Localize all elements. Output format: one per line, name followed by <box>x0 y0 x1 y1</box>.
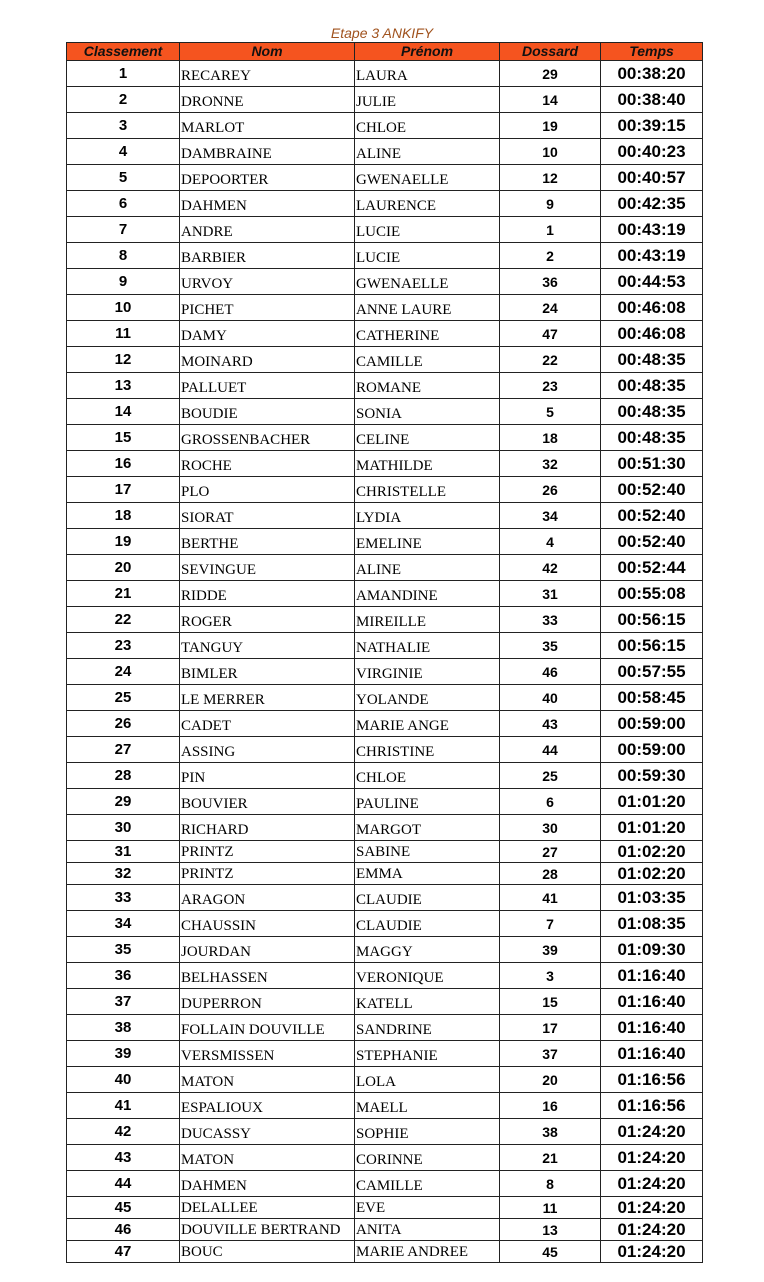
dossard-cell: 17 <box>500 1015 601 1041</box>
nom-cell: BOUDIE <box>180 399 355 425</box>
nom-cell: MOINARD <box>180 347 355 373</box>
rank-cell: 33 <box>67 885 180 911</box>
table-row <box>67 399 703 425</box>
rank-cell: 31 <box>67 841 180 863</box>
temps-cell: 00:48:35 <box>601 347 703 373</box>
prenom-cell: CAMILLE <box>355 1171 500 1197</box>
temps-cell: 01:16:56 <box>601 1093 703 1119</box>
temps-cell: 00:57:55 <box>601 659 703 685</box>
table-row <box>67 685 703 711</box>
nom-cell: LE MERRER <box>180 685 355 711</box>
temps-cell: 00:48:35 <box>601 373 703 399</box>
header-prenom: Prénom <box>355 43 500 61</box>
temps-cell: 00:52:40 <box>601 477 703 503</box>
prenom-cell: LUCIE <box>355 243 500 269</box>
rank-cell: 40 <box>67 1067 180 1093</box>
table-body <box>67 61 703 1263</box>
rank-cell: 25 <box>67 685 180 711</box>
table-row <box>67 243 703 269</box>
rank-cell: 38 <box>67 1015 180 1041</box>
rank-cell: 17 <box>67 477 180 503</box>
header-temps: Temps <box>601 43 703 61</box>
temps-cell: 01:01:20 <box>601 815 703 841</box>
temps-cell: 00:52:40 <box>601 503 703 529</box>
nom-cell: DAMBRAINE <box>180 139 355 165</box>
rank-cell: 39 <box>67 1041 180 1067</box>
table-row <box>67 633 703 659</box>
nom-cell: ARAGON <box>180 885 355 911</box>
table-row <box>67 659 703 685</box>
temps-cell: 01:08:35 <box>601 911 703 937</box>
prenom-cell: GWENAELLE <box>355 269 500 295</box>
dossard-cell: 20 <box>500 1067 601 1093</box>
rank-cell: 41 <box>67 1093 180 1119</box>
prenom-cell: ANITA <box>355 1219 500 1241</box>
nom-cell: GROSSENBACHER <box>180 425 355 451</box>
temps-cell: 01:24:20 <box>601 1219 703 1241</box>
nom-cell: CADET <box>180 711 355 737</box>
dossard-cell: 13 <box>500 1219 601 1241</box>
header-dossard: Dossard <box>500 43 601 61</box>
rank-cell: 10 <box>67 295 180 321</box>
rank-cell: 19 <box>67 529 180 555</box>
nom-cell: ANDRE <box>180 217 355 243</box>
table-row <box>67 269 703 295</box>
nom-cell: PICHET <box>180 295 355 321</box>
rank-cell: 27 <box>67 737 180 763</box>
table-row <box>67 737 703 763</box>
table-row <box>67 841 703 863</box>
temps-cell: 01:24:20 <box>601 1241 703 1263</box>
dossard-cell: 40 <box>500 685 601 711</box>
temps-cell: 00:46:08 <box>601 295 703 321</box>
nom-cell: SIORAT <box>180 503 355 529</box>
dossard-cell: 2 <box>500 243 601 269</box>
nom-cell: BOUC <box>180 1241 355 1263</box>
rank-cell: 23 <box>67 633 180 659</box>
dossard-cell: 33 <box>500 607 601 633</box>
nom-cell: PIN <box>180 763 355 789</box>
prenom-cell: MARIE ANGE <box>355 711 500 737</box>
results-table <box>66 42 703 1263</box>
table-row <box>67 789 703 815</box>
table-row <box>67 711 703 737</box>
table-row <box>67 295 703 321</box>
dossard-cell: 47 <box>500 321 601 347</box>
prenom-cell: CHLOE <box>355 113 500 139</box>
dossard-cell: 45 <box>500 1241 601 1263</box>
temps-cell: 00:52:44 <box>601 555 703 581</box>
nom-cell: DUCASSY <box>180 1119 355 1145</box>
dossard-cell: 18 <box>500 425 601 451</box>
rank-cell: 14 <box>67 399 180 425</box>
nom-cell: DUPERRON <box>180 989 355 1015</box>
prenom-cell: SOPHIE <box>355 1119 500 1145</box>
temps-cell: 01:16:40 <box>601 1041 703 1067</box>
rank-cell: 5 <box>67 165 180 191</box>
dossard-cell: 10 <box>500 139 601 165</box>
header-row <box>67 43 703 61</box>
rank-cell: 7 <box>67 217 180 243</box>
dossard-cell: 27 <box>500 841 601 863</box>
rank-cell: 34 <box>67 911 180 937</box>
temps-cell: 00:51:30 <box>601 451 703 477</box>
dossard-cell: 3 <box>500 963 601 989</box>
rank-cell: 8 <box>67 243 180 269</box>
table-row <box>67 989 703 1015</box>
temps-cell: 00:44:53 <box>601 269 703 295</box>
dossard-cell: 6 <box>500 789 601 815</box>
prenom-cell: EMELINE <box>355 529 500 555</box>
rank-cell: 15 <box>67 425 180 451</box>
dossard-cell: 23 <box>500 373 601 399</box>
prenom-cell: MAELL <box>355 1093 500 1119</box>
nom-cell: JOURDAN <box>180 937 355 963</box>
nom-cell: ROCHE <box>180 451 355 477</box>
dossard-cell: 43 <box>500 711 601 737</box>
prenom-cell: ALINE <box>355 139 500 165</box>
table-row <box>67 139 703 165</box>
dossard-cell: 38 <box>500 1119 601 1145</box>
dossard-cell: 16 <box>500 1093 601 1119</box>
temps-cell: 01:09:30 <box>601 937 703 963</box>
table-row <box>67 373 703 399</box>
temps-cell: 00:46:08 <box>601 321 703 347</box>
nom-cell: PLO <box>180 477 355 503</box>
temps-cell: 00:52:40 <box>601 529 703 555</box>
rank-cell: 20 <box>67 555 180 581</box>
nom-cell: FOLLAIN DOUVILLE <box>180 1015 355 1041</box>
dossard-cell: 29 <box>500 61 601 87</box>
rank-cell: 30 <box>67 815 180 841</box>
prenom-cell: CLAUDIE <box>355 885 500 911</box>
table-row <box>67 1171 703 1197</box>
table-row <box>67 321 703 347</box>
rank-cell: 28 <box>67 763 180 789</box>
prenom-cell: ROMANE <box>355 373 500 399</box>
temps-cell: 01:02:20 <box>601 863 703 885</box>
temps-cell: 01:16:40 <box>601 1015 703 1041</box>
rank-cell: 32 <box>67 863 180 885</box>
dossard-cell: 46 <box>500 659 601 685</box>
dossard-cell: 25 <box>500 763 601 789</box>
prenom-cell: NATHALIE <box>355 633 500 659</box>
prenom-cell: MARIE ANDREE <box>355 1241 500 1263</box>
dossard-cell: 24 <box>500 295 601 321</box>
prenom-cell: YOLANDE <box>355 685 500 711</box>
rank-cell: 46 <box>67 1219 180 1241</box>
rank-cell: 47 <box>67 1241 180 1263</box>
table-row <box>67 1241 703 1263</box>
dossard-cell: 22 <box>500 347 601 373</box>
nom-cell: ASSING <box>180 737 355 763</box>
prenom-cell: JULIE <box>355 87 500 113</box>
table-row <box>67 113 703 139</box>
temps-cell: 01:01:20 <box>601 789 703 815</box>
prenom-cell: CHLOE <box>355 763 500 789</box>
table-row <box>67 217 703 243</box>
temps-cell: 01:16:40 <box>601 989 703 1015</box>
nom-cell: DEPOORTER <box>180 165 355 191</box>
dossard-cell: 1 <box>500 217 601 243</box>
temps-cell: 00:56:15 <box>601 607 703 633</box>
table-row <box>67 1041 703 1067</box>
prenom-cell: CELINE <box>355 425 500 451</box>
prenom-cell: EVE <box>355 1197 500 1219</box>
table-row <box>67 1015 703 1041</box>
rank-cell: 29 <box>67 789 180 815</box>
nom-cell: MATON <box>180 1067 355 1093</box>
prenom-cell: SABINE <box>355 841 500 863</box>
nom-cell: BOUVIER <box>180 789 355 815</box>
prenom-cell: LOLA <box>355 1067 500 1093</box>
header-nom: Nom <box>180 43 355 61</box>
dossard-cell: 7 <box>500 911 601 937</box>
prenom-cell: CLAUDIE <box>355 911 500 937</box>
table-row <box>67 1093 703 1119</box>
temps-cell: 00:39:15 <box>601 113 703 139</box>
dossard-cell: 35 <box>500 633 601 659</box>
temps-cell: 01:24:20 <box>601 1197 703 1219</box>
nom-cell: DAHMEN <box>180 1171 355 1197</box>
dossard-cell: 11 <box>500 1197 601 1219</box>
rank-cell: 24 <box>67 659 180 685</box>
table-row <box>67 555 703 581</box>
rank-cell: 22 <box>67 607 180 633</box>
table-row <box>67 1197 703 1219</box>
rank-cell: 12 <box>67 347 180 373</box>
rank-cell: 13 <box>67 373 180 399</box>
dossard-cell: 14 <box>500 87 601 113</box>
rank-cell: 44 <box>67 1171 180 1197</box>
dossard-cell: 30 <box>500 815 601 841</box>
nom-cell: RICHARD <box>180 815 355 841</box>
table-row <box>67 937 703 963</box>
dossard-cell: 39 <box>500 937 601 963</box>
temps-cell: 00:43:19 <box>601 217 703 243</box>
nom-cell: RIDDE <box>180 581 355 607</box>
temps-cell: 00:42:35 <box>601 191 703 217</box>
dossard-cell: 31 <box>500 581 601 607</box>
temps-cell: 01:16:40 <box>601 963 703 989</box>
dossard-cell: 28 <box>500 863 601 885</box>
nom-cell: TANGUY <box>180 633 355 659</box>
prenom-cell: LUCIE <box>355 217 500 243</box>
prenom-cell: GWENAELLE <box>355 165 500 191</box>
dossard-cell: 15 <box>500 989 601 1015</box>
dossard-cell: 42 <box>500 555 601 581</box>
table-row <box>67 87 703 113</box>
prenom-cell: KATELL <box>355 989 500 1015</box>
prenom-cell: CORINNE <box>355 1145 500 1171</box>
temps-cell: 01:03:35 <box>601 885 703 911</box>
dossard-cell: 5 <box>500 399 601 425</box>
table-row <box>67 191 703 217</box>
nom-cell: DAHMEN <box>180 191 355 217</box>
prenom-cell: VIRGINIE <box>355 659 500 685</box>
dossard-cell: 19 <box>500 113 601 139</box>
prenom-cell: ALINE <box>355 555 500 581</box>
temps-cell: 01:24:20 <box>601 1171 703 1197</box>
nom-cell: DELALLEE <box>180 1197 355 1219</box>
nom-cell: BERTHE <box>180 529 355 555</box>
rank-cell: 21 <box>67 581 180 607</box>
nom-cell: ESPALIOUX <box>180 1093 355 1119</box>
header-classement: Classement <box>67 43 180 61</box>
rank-cell: 16 <box>67 451 180 477</box>
prenom-cell: CAMILLE <box>355 347 500 373</box>
dossard-cell: 4 <box>500 529 601 555</box>
prenom-cell: AMANDINE <box>355 581 500 607</box>
table-row <box>67 607 703 633</box>
nom-cell: BELHASSEN <box>180 963 355 989</box>
dossard-cell: 12 <box>500 165 601 191</box>
prenom-cell: MIREILLE <box>355 607 500 633</box>
rank-cell: 11 <box>67 321 180 347</box>
nom-cell: SEVINGUE <box>180 555 355 581</box>
nom-cell: CHAUSSIN <box>180 911 355 937</box>
prenom-cell: CATHERINE <box>355 321 500 347</box>
table-row <box>67 425 703 451</box>
dossard-cell: 32 <box>500 451 601 477</box>
nom-cell: VERSMISSEN <box>180 1041 355 1067</box>
temps-cell: 00:59:00 <box>601 737 703 763</box>
rank-cell: 26 <box>67 711 180 737</box>
prenom-cell: PAULINE <box>355 789 500 815</box>
prenom-cell: MATHILDE <box>355 451 500 477</box>
table-row <box>67 581 703 607</box>
temps-cell: 00:55:08 <box>601 581 703 607</box>
prenom-cell: LAURA <box>355 61 500 87</box>
nom-cell: PRINTZ <box>180 863 355 885</box>
temps-cell: 00:59:00 <box>601 711 703 737</box>
temps-cell: 00:38:20 <box>601 61 703 87</box>
table-row <box>67 815 703 841</box>
rank-cell: 18 <box>67 503 180 529</box>
nom-cell: URVOY <box>180 269 355 295</box>
rank-cell: 36 <box>67 963 180 989</box>
dossard-cell: 9 <box>500 191 601 217</box>
prenom-cell: VERONIQUE <box>355 963 500 989</box>
rank-cell: 1 <box>67 61 180 87</box>
rank-cell: 35 <box>67 937 180 963</box>
dossard-cell: 34 <box>500 503 601 529</box>
temps-cell: 01:02:20 <box>601 841 703 863</box>
temps-cell: 00:58:45 <box>601 685 703 711</box>
dossard-cell: 21 <box>500 1145 601 1171</box>
table-header <box>67 43 703 61</box>
rank-cell: 6 <box>67 191 180 217</box>
nom-cell: MATON <box>180 1145 355 1171</box>
table-row <box>67 963 703 989</box>
dossard-cell: 41 <box>500 885 601 911</box>
nom-cell: BIMLER <box>180 659 355 685</box>
table-row <box>67 763 703 789</box>
temps-cell: 01:24:20 <box>601 1119 703 1145</box>
dossard-cell: 8 <box>500 1171 601 1197</box>
table-row <box>67 885 703 911</box>
nom-cell: MARLOT <box>180 113 355 139</box>
table-row <box>67 347 703 373</box>
rank-cell: 45 <box>67 1197 180 1219</box>
table-row <box>67 503 703 529</box>
rank-cell: 43 <box>67 1145 180 1171</box>
table-row <box>67 1067 703 1093</box>
prenom-cell: CHRISTINE <box>355 737 500 763</box>
temps-cell: 00:59:30 <box>601 763 703 789</box>
rank-cell: 42 <box>67 1119 180 1145</box>
table-row <box>67 1219 703 1241</box>
prenom-cell: LYDIA <box>355 503 500 529</box>
prenom-cell: MARGOT <box>355 815 500 841</box>
table-row <box>67 529 703 555</box>
nom-cell: ROGER <box>180 607 355 633</box>
table-row <box>67 1145 703 1171</box>
temps-cell: 00:40:57 <box>601 165 703 191</box>
temps-cell: 00:38:40 <box>601 87 703 113</box>
temps-cell: 00:43:19 <box>601 243 703 269</box>
dossard-cell: 37 <box>500 1041 601 1067</box>
nom-cell: BARBIER <box>180 243 355 269</box>
temps-cell: 00:48:35 <box>601 399 703 425</box>
temps-cell: 01:16:56 <box>601 1067 703 1093</box>
temps-cell: 00:48:35 <box>601 425 703 451</box>
prenom-cell: SONIA <box>355 399 500 425</box>
table-row <box>67 1119 703 1145</box>
table-row <box>67 61 703 87</box>
table-row <box>67 477 703 503</box>
table-row <box>67 911 703 937</box>
prenom-cell: EMMA <box>355 863 500 885</box>
nom-cell: PALLUET <box>180 373 355 399</box>
nom-cell: DRONNE <box>180 87 355 113</box>
temps-cell: 01:24:20 <box>601 1145 703 1171</box>
rank-cell: 37 <box>67 989 180 1015</box>
table-row <box>67 451 703 477</box>
prenom-cell: SANDRINE <box>355 1015 500 1041</box>
rank-cell: 3 <box>67 113 180 139</box>
nom-cell: DAMY <box>180 321 355 347</box>
table-row <box>67 165 703 191</box>
nom-cell: PRINTZ <box>180 841 355 863</box>
rank-cell: 9 <box>67 269 180 295</box>
prenom-cell: CHRISTELLE <box>355 477 500 503</box>
dossard-cell: 36 <box>500 269 601 295</box>
dossard-cell: 26 <box>500 477 601 503</box>
rank-cell: 2 <box>67 87 180 113</box>
prenom-cell: STEPHANIE <box>355 1041 500 1067</box>
prenom-cell: ANNE LAURE <box>355 295 500 321</box>
table-row <box>67 863 703 885</box>
nom-cell: RECAREY <box>180 61 355 87</box>
temps-cell: 00:40:23 <box>601 139 703 165</box>
dossard-cell: 44 <box>500 737 601 763</box>
temps-cell: 00:56:15 <box>601 633 703 659</box>
prenom-cell: MAGGY <box>355 937 500 963</box>
page-title: Etape 3 ANKIFY <box>330 25 434 41</box>
prenom-cell: LAURENCE <box>355 191 500 217</box>
rank-cell: 4 <box>67 139 180 165</box>
nom-cell: DOUVILLE BERTRAND <box>180 1219 355 1241</box>
